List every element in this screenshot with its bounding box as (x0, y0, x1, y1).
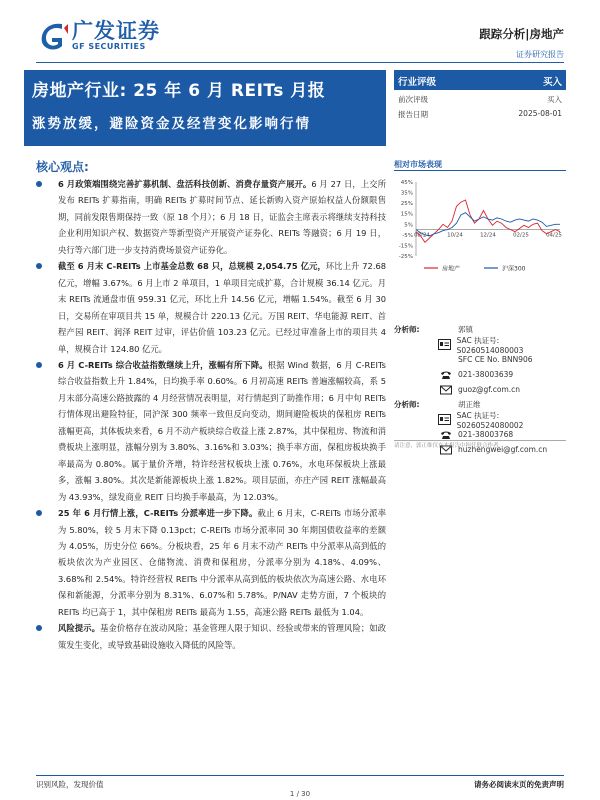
phone-icon (434, 367, 458, 382)
y-tick-label: -5% (402, 232, 413, 239)
bullet-lead: 截至 6 月末 C-REITs 上市基金总数 68 只，总规模 2,054.75 亿元， (58, 261, 326, 272)
core-content (36, 176, 386, 653)
analyst-email[interactable]: huzhengwei@gf.com.cn (458, 445, 548, 454)
bullet-body: 6 月 27 日，上交所发布 REITs 扩募指南，明确 REITs 扩募时间节点、延长新购入资产原始权益人份额限售期，同前发限售期保持一致（原 18 个月）；6 月 18 日，证监会主席表示将继续支持科技企业利用知识产权、数据资产等新型资产开展资产证券化、REITs 等融资；6 月 19 日，央行等六部门进一步支持消费场景资产证券化。 (58, 179, 386, 255)
rating-header (394, 70, 566, 90)
disclaimer-note: 请注意，郭正维仅在本报告中担任联合作者。 (394, 443, 505, 449)
analyst-info: 胡正维 (458, 400, 481, 409)
analyst-list (394, 322, 566, 457)
analyst-info: 郭镇 (458, 325, 473, 334)
rating-row (394, 90, 566, 105)
logo-text-cn: 广发证券 (72, 19, 160, 43)
y-tick-label: -25% (398, 254, 413, 260)
legend-label: 房地产 (442, 265, 461, 273)
bullet-lead: 6 月 C-REITs 综合收益指数继续上升，涨幅有所下降。 (58, 359, 268, 370)
y-tick-label: 15% (400, 211, 413, 218)
rating-row-value: 2025-08-01 (518, 109, 562, 118)
bullet-lead: 25 年 6 月行情上涨，C-REITs 分派率进一步下降。 (58, 508, 258, 519)
header-divider (36, 62, 564, 63)
report-type: 证券研究报告 (516, 50, 564, 59)
y-tick-label: 25% (400, 201, 413, 208)
core-title: 核心观点: (36, 160, 89, 174)
rating-row (394, 105, 566, 120)
core-bullet (36, 620, 386, 653)
report-subtitle: 涨势放缓，避险资金及经营变化影响行情 (32, 116, 311, 132)
y-tick-label: -15% (398, 243, 413, 250)
core-bullet (36, 258, 386, 357)
logo-text-en: GF SECURITIES (72, 42, 146, 51)
x-tick-label: 02/25 (513, 232, 529, 239)
x-tick-label: 04/25 (546, 232, 562, 239)
analyst-email[interactable]: guoz@gf.com.cn (458, 385, 521, 394)
page-number: 1 / 30 (289, 790, 311, 798)
id-card-icon (433, 337, 456, 352)
rating-panel (394, 70, 566, 120)
email-icon (434, 382, 458, 397)
y-tick-label: 45% (400, 180, 413, 186)
rating-row-label: 前次评级 (398, 95, 428, 104)
analyst-row (394, 335, 566, 355)
y-tick-label: 5% (404, 222, 413, 229)
rating-row-label: 报告日期 (398, 110, 428, 119)
bullet-body: 根据 Wind 数据，6 月 C-REITs 综合收益指数上升 1.84%，日均换手率 0.60%。6 月初高速 REITs 普遍涨幅较高，系 5 月末部分高速公路披露的 4 月经营情况表明显，对行情起到了助推作用；6 月中旬 REITs 行情体现出避险特征，同沪深 300 频率一致但反向变动，期间避险板块的保租房 REITs 涨幅更高，其体板块来看，6 月不动产板块综合收益上涨 2.87%，其中保租房、物流和消费板块上涨明显，涨幅分别为 3.80%、3.16%和 3.03%；换手率方面，保租房板块换手率最高为 0.80%。属于量价齐增，特许经营权板块上涨 0.76%，水电环保板块上涨最多，涨幅 3.80%。其次是新能源板块上涨 1.82%。项目层面，亦庄产园 REIT 涨幅最高为 43.93%，绿发商业 REIT 日均换手率最高，为 12.03%。 (58, 359, 386, 502)
analyst-icon-slot (434, 352, 458, 367)
analyst-phone: 021-38003639 (458, 370, 514, 379)
analyst-divider (394, 440, 566, 441)
analyst-role: 分析师: (394, 325, 420, 334)
company-logo (38, 20, 160, 52)
core-bullet (36, 176, 386, 258)
report-category: 跟踪分析|房地产 (479, 27, 564, 41)
y-tick-label: 35% (400, 190, 413, 197)
footer-disclaimer-link[interactable]: 请务必阅读末页的免责声明 (474, 780, 564, 789)
analyst-row (394, 367, 566, 382)
bullet-body: 环比上升 72.68 亿元，增幅 3.67%。6 月上市 2 单项目，1 单项目完成扩募，合计规模 36.14 亿元。月末 REITs 流通盘市值 959.31 亿元，环比上升 14.56 亿元，增幅 1.54%。截至 6 月 30 日，交易所在审项目共 15 单，规模合计 220.13 亿元。万国 REIT、华电能源 REIT、首程产园 REIT、润泽 REIT 过审，评估价值 103.23 亿元。已经过审准备上市的项目共 4 单，规模合计 124.80 亿元。 (58, 261, 387, 354)
rating-row-value: 买入 (547, 95, 562, 104)
analyst-info: SFC CE No. BNN906 (458, 355, 533, 364)
analyst-icon-slot (434, 397, 458, 412)
legend-label: 沪深300 (502, 265, 526, 273)
analyst-row (394, 382, 566, 397)
x-tick-label: 08/24 (414, 232, 430, 239)
analyst-info: SAC 执证号: S0260524080002 (456, 410, 524, 430)
footer-slogan: 识别风险，发现价值 (36, 780, 104, 789)
title-banner (24, 70, 386, 146)
core-bullet (36, 357, 386, 505)
analyst-row (394, 410, 566, 430)
footer-divider (36, 775, 564, 776)
rating-value: 买入 (542, 77, 562, 88)
analyst-role: 分析师: (394, 400, 420, 409)
id-card-icon (433, 412, 456, 427)
bullet-lead: 风险提示。 (58, 623, 101, 634)
rating-label: 行业评级 (398, 77, 437, 88)
report-title: 房地产行业: 25 年 6 月 REITs 月报 (32, 81, 326, 101)
x-tick-label: 12/24 (480, 232, 496, 239)
logo-mark-icon (38, 20, 68, 52)
chart-title: 相对市场表现 (394, 160, 442, 169)
analyst-info: SAC 执证号: S0260514080003 (456, 335, 524, 355)
x-tick-label: 10/24 (447, 232, 463, 239)
analyst-phone: 021-38003768 (458, 430, 514, 439)
relative-performance-chart (394, 176, 566, 284)
core-bullet (36, 505, 386, 620)
bullet-body: 基金价格存在波动风险；基金管理人限于知识、经验或带来的管理风险；如政策发生变化，或导致基础设施收入降低的风险等。 (58, 623, 386, 650)
bullet-lead: 6 月政策端围绕完善扩募机制、盘活科技创新、消费存量资产展开。 (58, 179, 312, 189)
chart-title-divider (394, 170, 566, 171)
bullet-body: 截止 6 月末，C-REITs 市场分派率为 5.80%，较 5 月末下降 0.13pct；C-REITs 市场分派率同 30 年期国债收益率的差额为 4.05%，历史分位 66%。分板块看，25 年 6 月末不动产 REITs 中分派率从高到低的板块依次为产业园区、仓储物流、消费和保租房，分派率分别为 4.18%、4.09%、3.68%和 2.54%。特许经营权 REITs 中分派率从高到低的板块依次为高速公路、水电环保和新能源，分派率分别为 8.31%、6.07%和 5.78%。P/NAV 走势方面，7 个板块的 REITs 均已高于 1，其中保租房 REITs 最高为 1.55，高速公路 REITs 最低为 1.04。 (58, 508, 386, 617)
analyst-icon-slot (434, 322, 458, 337)
